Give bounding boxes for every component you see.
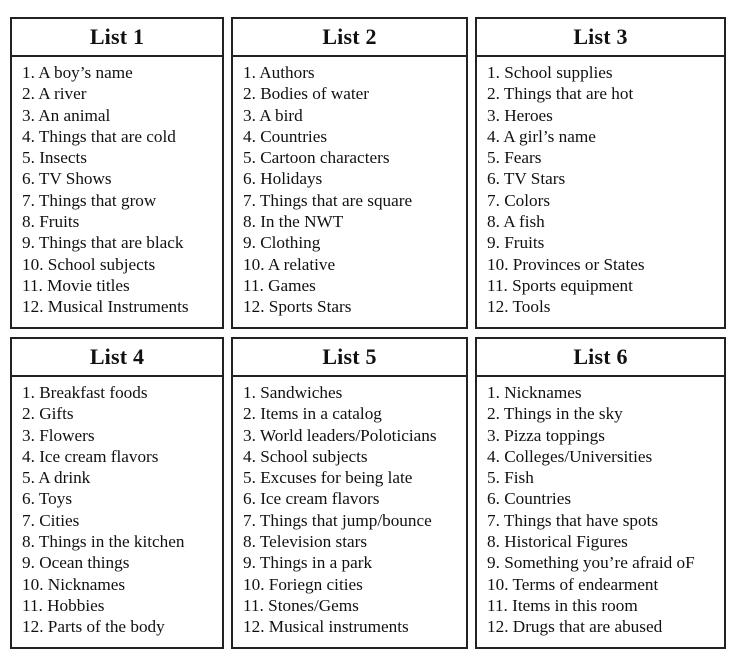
list-item: 3. Flowers [22,425,95,445]
list-box-2 [231,17,468,329]
list-item: 11. Sports equipment [487,275,633,295]
list-item: 12. Musical Instruments [22,297,189,317]
list-item: 3. An animal [22,105,111,125]
list-item: 2. A river [22,84,87,104]
list-item: 5. Excuses for being late [243,468,413,488]
list-item: 4. School subjects [243,446,368,466]
list-item: 8. A fish [487,212,545,232]
list-item: 5. Insects [22,148,87,168]
list-item: 9. Things that are black [22,233,184,253]
list-item: 11. Hobbies [22,595,105,615]
list-item: 6. TV Shows [22,169,112,189]
list-items [477,57,724,318]
list-title: List 5 [233,339,466,377]
list-title: List 3 [477,19,724,57]
list-item: 6. Toys [22,489,73,509]
list-item: 8. Fruits [22,212,80,232]
list-items [477,377,724,638]
list-item: 1. A boy’s name [22,63,133,82]
list-item: 3. World leaders/Poloticians [243,425,437,445]
list-item: 5. Cartoon characters [243,148,390,168]
list-item: 7. Things that have spots [487,510,659,530]
list-title: List 1 [12,19,222,57]
list-item: 5. Fish [487,468,534,488]
list-item: 2. Things in the sky [487,404,623,424]
list-item: 12. Tools [487,297,551,317]
list-items [233,57,466,318]
list-item: 10. A relative [243,254,336,274]
list-item: 7. Colors [487,190,551,210]
list-box-5 [231,337,468,649]
list-item: 11. Items in this room [487,595,638,615]
list-item: 10. Nicknames [22,574,126,594]
list-item: 4. A girl’s name [487,126,596,146]
list-item: 11. Movie titles [22,275,130,295]
list-item: 3. A bird [243,105,303,125]
list-item: 2. Things that are hot [487,84,634,104]
list-item: 1. Breakfast foods [22,383,148,402]
list-item: 9. Fruits [487,233,545,253]
list-box-3 [475,17,726,329]
list-item: 2. Bodies of water [243,84,370,104]
list-items [12,377,222,638]
list-item: 5. Fears [487,148,542,168]
list-box-1 [10,17,224,329]
list-item: 1. Sandwiches [243,383,343,402]
list-item: 10. Provinces or States [487,254,645,274]
list-item: 1. Authors [243,63,315,82]
list-item: 1. School supplies [487,63,613,82]
list-item: 6. Holidays [243,169,323,189]
list-item: 9. Ocean things [22,553,130,573]
list-item: 4. Ice cream flavors [22,446,159,466]
list-item: 6. Ice cream flavors [243,489,380,509]
list-box-6 [475,337,726,649]
list-title: List 2 [233,19,466,57]
list-item: 5. A drink [22,468,91,488]
list-item: 12. Drugs that are abused [487,617,663,637]
list-item: 10. School subjects [22,254,156,274]
list-item: 8. Things in the kitchen [22,532,185,552]
list-item: 8. Television stars [243,532,368,552]
list-item: 11. Games [243,275,316,295]
list-title: List 4 [12,339,222,377]
list-item: 4. Things that are cold [22,126,176,146]
list-item: 11. Stones/Gems [243,595,359,615]
list-item: 1. Nicknames [487,383,582,402]
list-item: 6. Countries [487,489,572,509]
list-item: 9. Clothing [243,233,321,253]
list-item: 6. TV Stars [487,169,566,189]
list-item: 7. Things that grow [22,190,157,210]
list-item: 8. In the NWT [243,212,344,232]
list-item: 9. Things in a park [243,553,373,573]
list-item: 4. Colleges/Universities [487,446,653,466]
list-item: 7. Things that jump/bounce [243,510,432,530]
list-title: List 6 [477,339,724,377]
list-item: 7. Things that are square [243,190,413,210]
list-item: 9. Something you’re afraid oF [487,553,695,573]
list-item: 8. Historical Figures [487,532,628,552]
list-item: 12. Sports Stars [243,297,352,317]
list-box-4 [10,337,224,649]
list-item: 7. Cities [22,510,80,530]
list-item: 2. Items in a catalog [243,404,382,424]
list-item: 2. Gifts [22,404,74,424]
list-item: 3. Pizza toppings [487,425,605,445]
list-item: 12. Musical instruments [243,617,409,637]
list-item: 10. Terms of endearment [487,574,659,594]
list-items [233,377,466,638]
list-item: 10. Foriegn cities [243,574,363,594]
list-item: 12. Parts of the body [22,617,165,637]
list-item: 4. Countries [243,126,328,146]
list-item: 3. Heroes [487,105,553,125]
list-items [12,57,222,318]
